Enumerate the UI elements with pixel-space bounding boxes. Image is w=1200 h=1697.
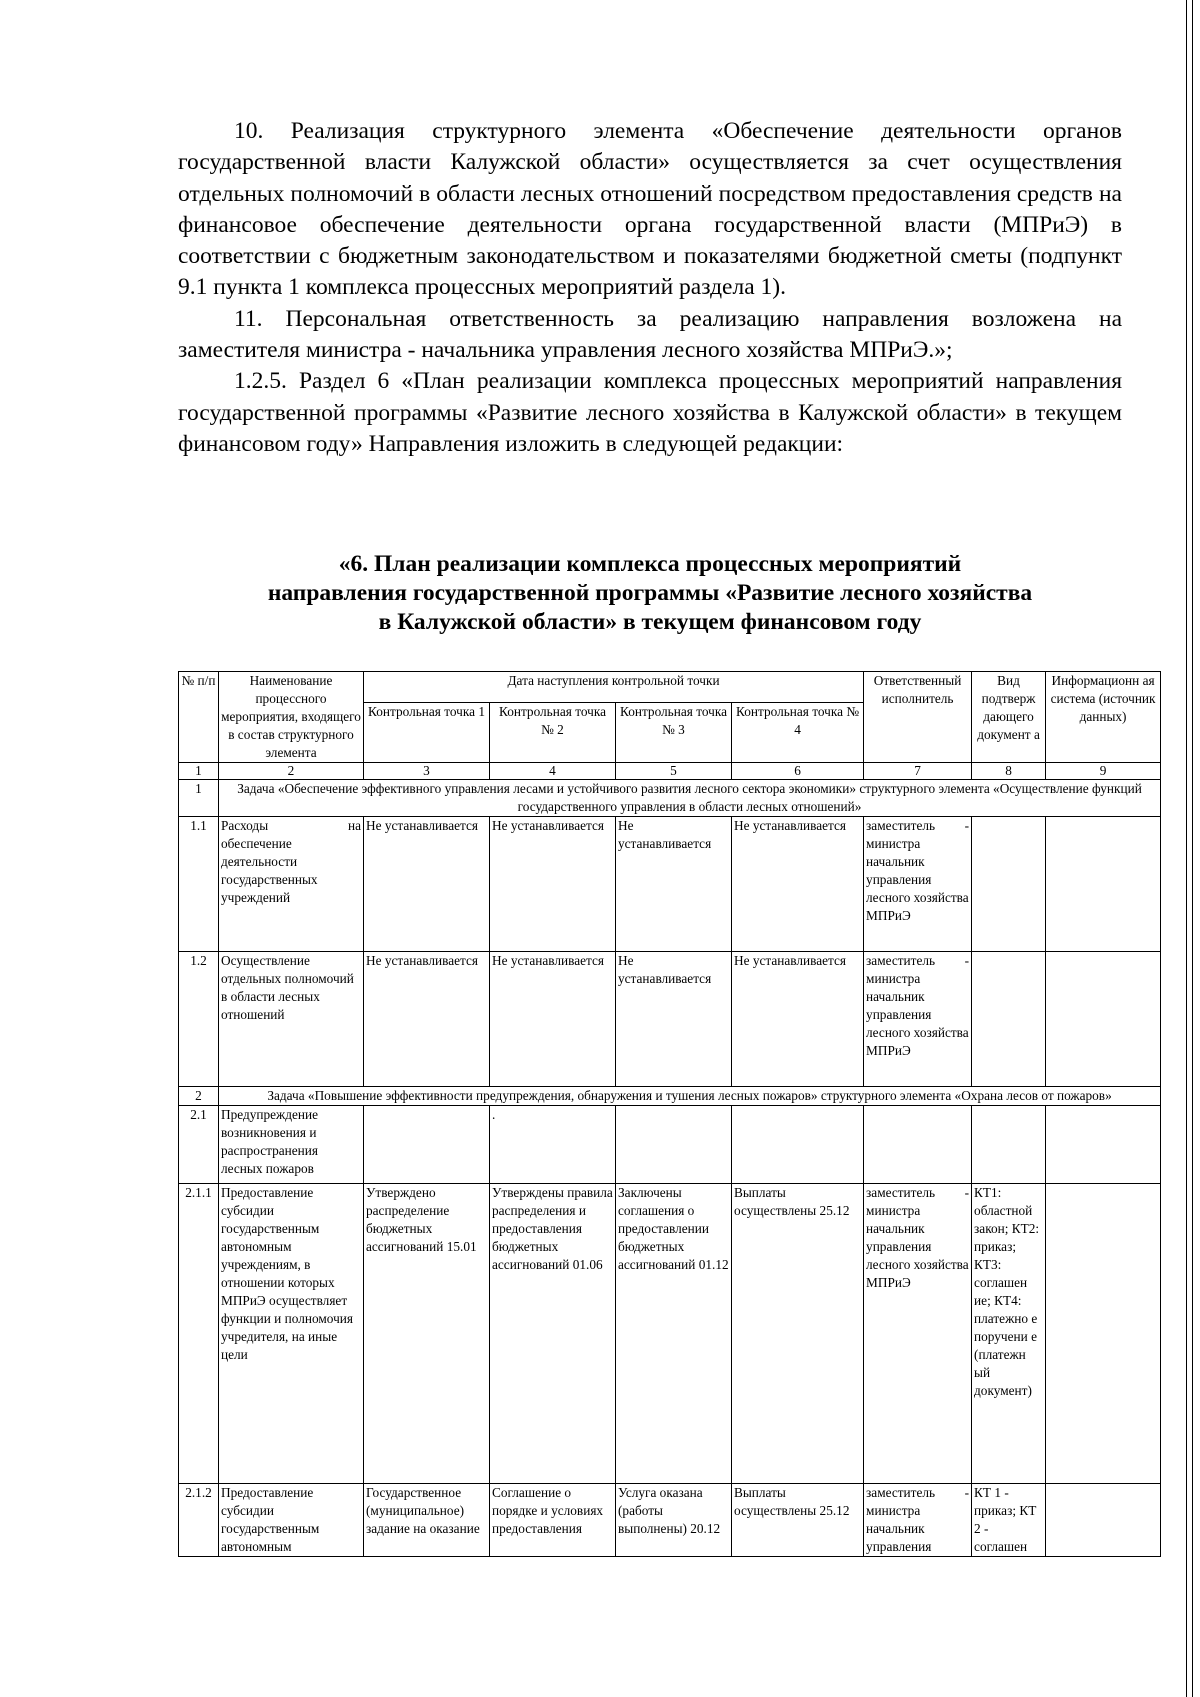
activity-name: Предоставление субсидии государственным автономным <box>219 1484 364 1557</box>
document <box>972 1106 1046 1184</box>
control-point-2: Утверждены правила распределения и предоставления бюджетных ассигнований 01.06 <box>490 1184 616 1484</box>
responsible-text: заместитель министра начальник управления <box>866 1485 936 1554</box>
paragraph-1-2-5: 1.2.5. Раздел 6 «План реализации комплекса процессных мероприятий направления государственной программы «Развитие лесного хозяйства в Калужской области» в текущем финансовом году» Направления изложить в следующей редакции: <box>178 368 1122 457</box>
header-info-system: Информационн ая система (источник данных) <box>1046 672 1161 763</box>
table-header-row <box>179 672 1161 703</box>
plan-title-line: направления государственной программы «Развитие лесного хозяйства <box>267 580 1033 606</box>
row-num: 2.1 <box>179 1106 219 1184</box>
header-name: Наименование процессного мероприятия, входящего в состав структурного элемента <box>219 672 364 763</box>
column-number: 4 <box>490 763 616 780</box>
row-num: 2.1.1 <box>179 1184 219 1484</box>
header-kt2: Контрольная точка № 2 <box>490 702 616 762</box>
activity-name-word: Расходы <box>221 818 269 833</box>
control-point-2: Соглашение о порядке и условиях предоставления <box>490 1484 616 1557</box>
column-number: 6 <box>732 763 864 780</box>
header-kt1: Контрольная точка 1 <box>364 702 490 762</box>
responsible <box>864 1106 972 1184</box>
plan-table <box>178 671 1161 1557</box>
column-number: 7 <box>864 763 972 780</box>
info-system <box>1046 1484 1161 1557</box>
table-row <box>179 1484 1161 1557</box>
column-number: 5 <box>616 763 732 780</box>
row-num: 1.1 <box>179 817 219 952</box>
info-system <box>1046 1106 1161 1184</box>
header-document: Вид подтверж дающего документ а <box>972 672 1046 763</box>
paragraph-10: 10. Реализация структурного элемента «Обеспечение деятельности органов государственной власти Калужской области» осуществляется за счет осуществления отдельных полномочий в области лесных отношений посредством предоставления средств на финансовое обеспечение деятельности органа государственной власти (МПРиЭ) в соответствии с бюджетным законодательством и показателями бюджетной сметы (подпункт 9.1 пункта 1 комплекса процессных мероприятий раздела 1). <box>178 118 1122 301</box>
control-point-2: Не устанавливается <box>490 817 616 952</box>
control-point-1: Не устанавливается <box>364 952 490 1087</box>
control-point-3: Не устанавливается <box>616 952 732 1087</box>
body-text <box>178 116 1122 460</box>
info-system <box>1046 817 1161 952</box>
column-number: 8 <box>972 763 1046 780</box>
plan-title <box>178 550 1122 637</box>
plan-title-line: в Калужской области» в текущем финансовом году <box>378 609 922 635</box>
control-point-4: Не устанавливается <box>732 817 864 952</box>
header-num: № п/п <box>179 672 219 763</box>
table-row <box>179 817 1161 952</box>
control-point-4: Не устанавливается <box>732 952 864 1087</box>
responsible-text: заместитель министра начальник управления лесного хозяйства МПРиЭ <box>866 818 969 923</box>
row-num: 2.1.2 <box>179 1484 219 1557</box>
header-kt3: Контрольная точка № 3 <box>616 702 732 762</box>
header-kt4: Контрольная точка № 4 <box>732 702 864 762</box>
responsible <box>864 1184 972 1484</box>
document <box>972 952 1046 1087</box>
activity-name: Осуществление отдельных полномочий в области лесных отношений <box>219 952 364 1087</box>
activity-name-word: на <box>347 818 361 833</box>
paragraph-11: 11. Персональная ответственность за реализацию направления возложена на заместителя министра - начальника управления лесного хозяйства МПРиЭ.»; <box>178 305 1122 364</box>
control-point-2: Не устанавливается <box>490 952 616 1087</box>
dash: - <box>964 1485 970 1500</box>
column-number: 2 <box>219 763 364 780</box>
responsible <box>864 1484 972 1557</box>
dash: - <box>964 1185 970 1200</box>
control-point-1: Государственное (муниципальное) задание на оказание <box>364 1484 490 1557</box>
column-number-row <box>179 763 1161 780</box>
control-point-3: Услуга оказана (работы выполнены) 20.12 <box>616 1484 732 1557</box>
control-point-4: Выплаты осуществлены 25.12 <box>732 1184 864 1484</box>
control-point-4: Выплаты осуществлены 25.12 <box>732 1484 864 1557</box>
control-point-1: Утверждено распределение бюджетных ассигнований 15.01 <box>364 1184 490 1484</box>
task-text: Задача «Повышение эффективности предупреждения, обнаружения и тушения лесных пожаров» структурного элемента «Охрана лесов от пожаров» <box>219 1087 1161 1106</box>
document: КТ 1 - приказ; КТ 2 - соглашен <box>972 1484 1046 1557</box>
responsible <box>864 817 972 952</box>
activity-name <box>219 817 364 952</box>
info-system <box>1046 1184 1161 1484</box>
row-num: 1.2 <box>179 952 219 1087</box>
info-system <box>1046 952 1161 1087</box>
row-num: 1 <box>179 780 219 817</box>
task-row <box>179 1087 1161 1106</box>
control-point-1: Не устанавливается <box>364 817 490 952</box>
page-edge-line <box>1192 0 1193 1697</box>
activity-name-rest: обеспечение деятельности государственных учреждений <box>221 836 318 905</box>
table-row <box>179 952 1161 1087</box>
control-point-2: . <box>490 1106 616 1184</box>
document: КТ1: областной закон; КТ2: приказ; КТ3: соглашен ие; КТ4: платежно е поручени е (платежн ый документ) <box>972 1184 1046 1484</box>
activity-name: Предупреждение возникновения и распространения лесных пожаров <box>219 1106 364 1184</box>
control-point-3: Не устанавливается <box>616 817 732 952</box>
responsible-text: заместитель министра начальник управления лесного хозяйства МПРиЭ <box>866 1185 969 1290</box>
task-row <box>179 780 1161 817</box>
plan-title-line: «6. План реализации комплекса процессных мероприятий <box>338 551 962 577</box>
column-number: 1 <box>179 763 219 780</box>
row-num: 2 <box>179 1087 219 1106</box>
dash: - <box>964 953 970 968</box>
responsible <box>864 952 972 1087</box>
activity-name: Предоставление субсидии государственным автономным учреждениям, в отношении которых МПРиЭ осуществляет функции и полномочия учредителя, на иные цели <box>219 1184 364 1484</box>
document <box>972 817 1046 952</box>
control-point-3: Заключены соглашения о предоставлении бюджетных ассигнований 01.12 <box>616 1184 732 1484</box>
control-point-4 <box>732 1106 864 1184</box>
column-number: 9 <box>1046 763 1161 780</box>
page-edge-line <box>1186 0 1187 1697</box>
table-row <box>179 1106 1161 1184</box>
control-point-1 <box>364 1106 490 1184</box>
table-row <box>179 1184 1161 1484</box>
dash: - <box>964 818 970 833</box>
column-number: 3 <box>364 763 490 780</box>
task-text: Задача «Обеспечение эффективного управления лесами и устойчивого развития лесного сектора экономики» структурного элемента «Осуществление функций государственного управления в области лесных отношений» <box>219 780 1161 817</box>
control-point-3 <box>616 1106 732 1184</box>
header-date-group: Дата наступления контрольной точки <box>364 672 864 703</box>
responsible-text: заместитель министра начальник управления лесного хозяйства МПРиЭ <box>866 953 969 1058</box>
header-responsible: Ответственный исполнитель <box>864 672 972 763</box>
